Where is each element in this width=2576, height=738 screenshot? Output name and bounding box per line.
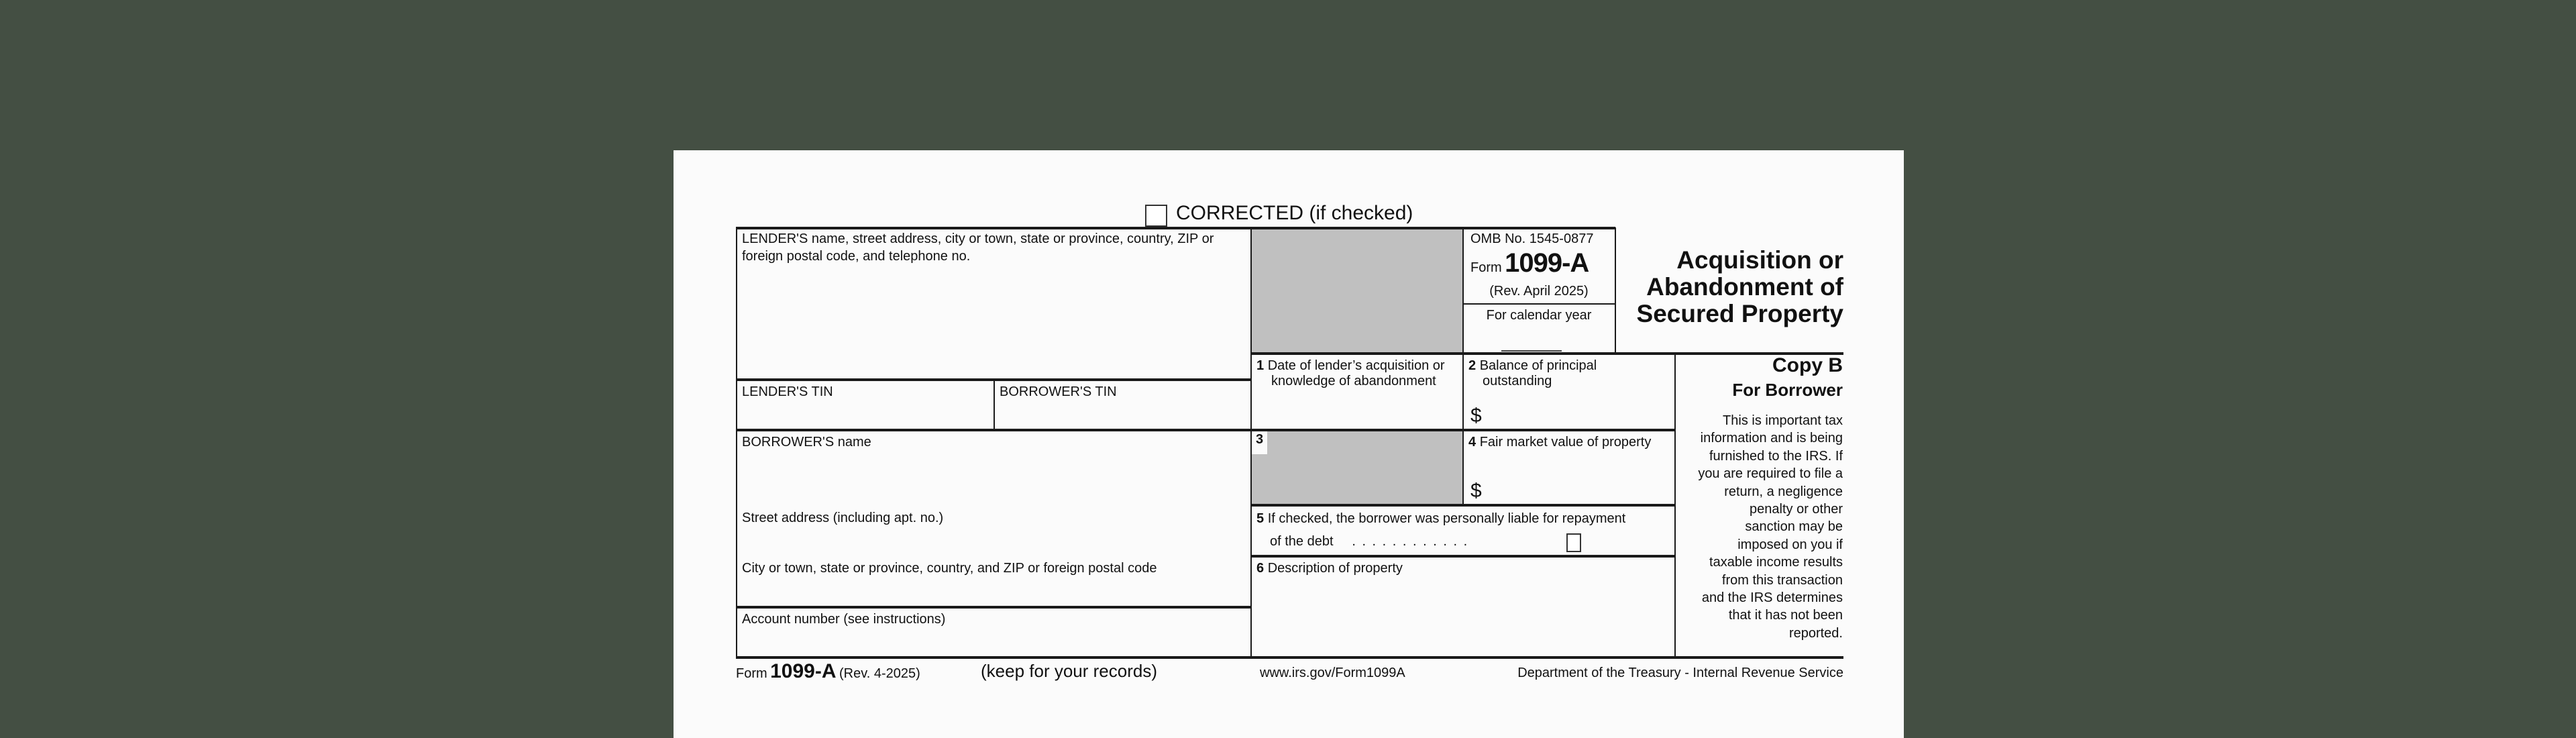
shaded-box-top <box>1252 229 1462 354</box>
omb-number: OMB No. 1545-0877 <box>1470 231 1594 246</box>
lender-info-label-1: LENDER'S name, street address, city or town, state or province, country, ZIP or <box>742 231 1214 246</box>
borrower-top-rule <box>736 429 1675 431</box>
borrower-tin-field[interactable] <box>996 401 1249 428</box>
box-2-label-2: outstanding <box>1483 374 1552 388</box>
box-1-label-2: knowledge of abandonment <box>1271 374 1436 388</box>
lender-tin-field[interactable] <box>738 401 991 428</box>
borrower-name-field[interactable] <box>738 451 1249 505</box>
copy-b-subheading: For Borrower <box>1732 380 1843 400</box>
footer-revision: (Rev. 4-2025) <box>839 666 920 681</box>
lender-info-field[interactable] <box>738 267 1249 377</box>
corrected-checkbox[interactable] <box>1145 205 1167 227</box>
box5-top-rule <box>1250 504 1675 507</box>
form-number: 1099-A <box>1505 248 1589 278</box>
form-bottom-rule <box>736 656 1843 659</box>
box-5-label-2: of the debt . . . . . . . . . . . . <box>1270 534 1469 549</box>
tin-divider-rule <box>994 379 995 430</box>
box-1-date-field[interactable] <box>1253 392 1461 428</box>
footer-agency: Department of the Treasury - Internal Revenue Service <box>1517 666 1843 680</box>
form-title-line-3: Secured Property <box>1636 300 1843 327</box>
box-4-label: 4 Fair market value of property <box>1468 435 1652 450</box>
form-top-rule <box>736 227 1615 229</box>
city-field[interactable] <box>738 577 1249 605</box>
account-number-field[interactable] <box>738 628 1249 655</box>
form-id <box>1470 248 1589 278</box>
lender-tin-label: LENDER'S TIN <box>742 384 833 399</box>
omb-mid-rule <box>1462 303 1615 305</box>
box-6-label: 6 Description of property <box>1256 561 1403 576</box>
footer-form-id <box>736 660 920 683</box>
form-revision: (Rev. April 2025) <box>1489 284 1589 299</box>
form-title-line-1: Acquisition or <box>1676 246 1843 274</box>
street-address-label: Street address (including apt. no.) <box>742 511 944 525</box>
box-3-label: 3 <box>1252 431 1267 454</box>
copy-b-notice: This is important tax information and is being furnished to the IRS. If you are required to file a return, a negligence penalty or other sanction may be imposed on you if taxable income results from this transaction and the IRS determines that it has not been reported. <box>1698 413 1843 641</box>
box-4-amount-field[interactable] <box>1484 470 1672 502</box>
footer-form-word: Form <box>736 666 767 681</box>
borrower-tin-label: BORROWER'S TIN <box>1000 384 1117 399</box>
footer-irs-url[interactable]: www.irs.gov/Form1099A <box>1260 666 1405 680</box>
city-label: City or town, state or province, country, and ZIP or foreign postal code <box>742 561 1157 576</box>
lender-info-label-2: foreign postal code, and telephone no. <box>742 249 971 264</box>
box-2-dollar-sign: $ <box>1470 405 1482 427</box>
box-5-label: 5 If checked, the borrower was personally liable for repayment <box>1256 511 1626 526</box>
calendar-year-field[interactable] <box>1501 341 1562 352</box>
box6-top-rule <box>1250 555 1675 558</box>
form-title-line-2: Abandonment of <box>1646 273 1843 301</box>
box-5-checkbox[interactable] <box>1566 533 1581 552</box>
dot-leader: . . . . . . . . . . . . <box>1352 534 1469 549</box>
box-2-amount-field[interactable] <box>1484 400 1672 427</box>
box-row1-top-rule <box>1250 352 1843 355</box>
footer-form-number: 1099-A <box>770 660 837 682</box>
form-word: Form <box>1470 260 1502 275</box>
shaded-right-rule <box>1462 227 1464 505</box>
calendar-year-label: For calendar year <box>1486 308 1592 323</box>
box-4-dollar-sign: $ <box>1470 480 1482 502</box>
borrower-name-label: BORROWER'S name <box>742 435 871 450</box>
box-6-description-field[interactable] <box>1253 578 1673 655</box>
corrected-label: CORRECTED (if checked) <box>1176 202 1413 224</box>
form-left-rule <box>736 227 737 657</box>
street-address-field[interactable] <box>738 527 1249 559</box>
footer-keep-records: (keep for your records) <box>981 661 1157 681</box>
copy-b-heading: Copy B <box>1772 354 1843 376</box>
account-number-label: Account number (see instructions) <box>742 612 946 627</box>
box-3-shaded <box>1252 431 1462 505</box>
account-top-rule <box>736 606 1251 609</box>
box-2-label: 2 Balance of principal <box>1468 358 1597 373</box>
box-1-label: 1 Date of lender’s acquisition or <box>1256 358 1445 373</box>
